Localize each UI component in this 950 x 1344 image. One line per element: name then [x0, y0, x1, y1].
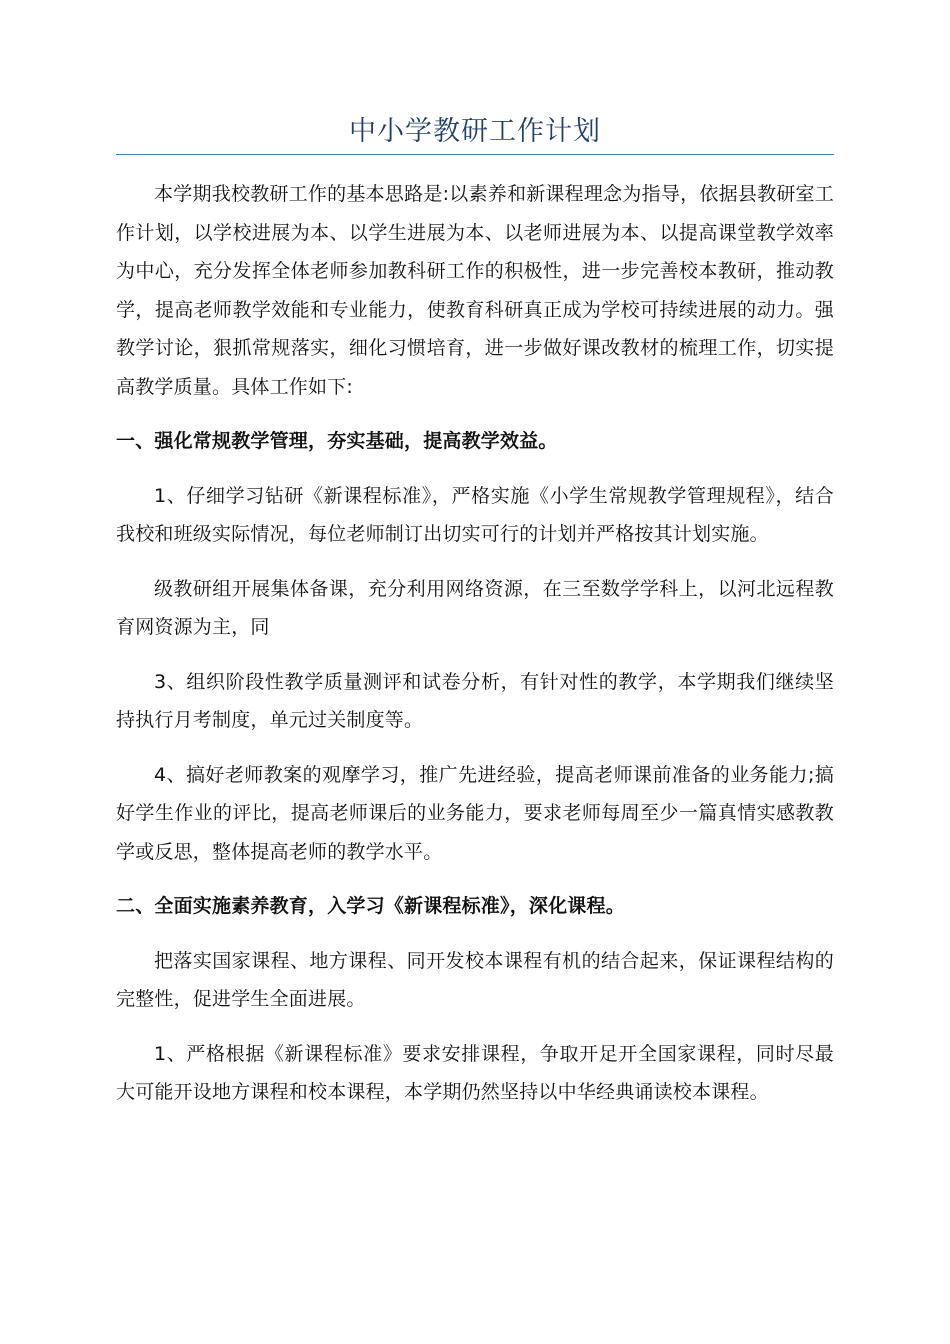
section-heading-1: 一、强化常规教学管理，夯实基础，提高教学效益。 — [116, 430, 558, 452]
section-1-item-4: 4、搞好老师教案的观摩学习，推广先进经验，提高老师课前准备的业务能力;搞好学生作业的评比，提高老师课后的业务能力，要求老师每周至少一篇真情实感教教学或反思，整体提高老师的教学水平。 — [116, 763, 834, 863]
intro-paragraph: 本学期我校教研工作的基本思路是:以素养和新课程理念为指导，依据县教研室工作计划，以学校进展为本、以学生进展为本、以老师进展为本、以提高课堂教学效率为中心，充分发挥全体老师参加教科研工作的积极性，进一步完善校本教研，推动教学，提高老师教学效能和专业能力，使教育科研真正成为学校可持续进展的动力。强教学讨论，狠抓常规落实，细化习惯培育，进一步做好课改教材的梳理工作，切实提高教学质量。具体工作如下: — [116, 183, 834, 398]
document-title: 中小学教研工作计划 — [349, 116, 601, 147]
document-body — [116, 175, 834, 1128]
section-2-item-1: 1、严格根据《新课程标准》要求安排课程，争取开足开全国家课程，同时尽最大可能开设地方课程和校本课程，本学期仍然坚持以中华经典诵读校本课程。 — [116, 1042, 834, 1103]
section-2-intro: 把落实国家课程、地方课程、同开发校本课程有机的结合起来，保证课程结构的完整性，促进学生全面进展。 — [116, 949, 834, 1010]
section-heading-2: 二、全面实施素养教育，入学习《新课程标准》，深化课程。 — [116, 895, 625, 917]
section-1-item-3: 3、组织阶段性教学质量测评和试卷分析，有针对性的教学，本学期我们继续坚持执行月考制度，单元过关制度等。 — [116, 670, 834, 731]
title-underline-divider — [116, 154, 834, 155]
section-1-item-2: 级教研组开展集体备课，充分利用网络资源，在三至数学学科上，以河北远程教育网资源为主，同 — [116, 577, 834, 638]
section-1-item-1: 1、仔细学习钻研《新课程标准》，严格实施《小学生常规教学管理规程》，结合我校和班级实际情况，每位老师制订出切实可行的计划并严格按其计划实施。 — [116, 484, 834, 545]
